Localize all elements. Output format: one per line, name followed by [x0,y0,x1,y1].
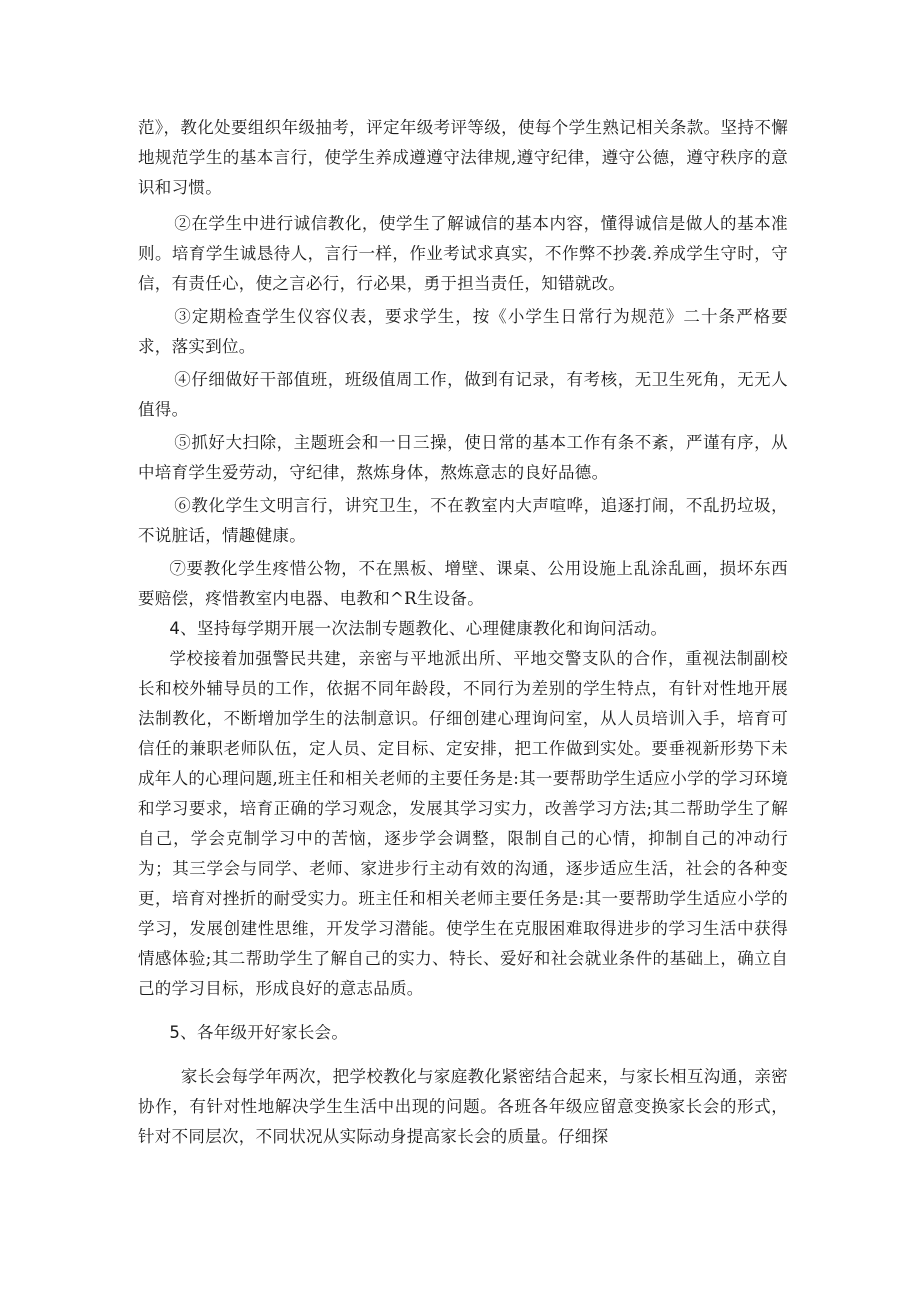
paragraph-item-2-integrity: ②在学生中进行诚信教化，使学生了解诚信的基本内容，懂得诚信是做人的基本准则。培育学生诚恳待人，言行一样，作业考试求真实，不作弊不抄袭.养成学生守时，守信，有责任心，使之言必行，行必果，勇于担当责任，知错就改。 [138,214,788,293]
paragraph-item-6-civility: ⑥教化学生文明言行，讲究卫生，不在教室内大声喧哗，追逐打闹，不乱扔垃圾，不说脏话，情趣健康。 [138,496,788,545]
section-heading-5-parent-meeting: 5、各年级开好家长会。 [169,1023,349,1042]
paragraph-legal-psychology: 学校接着加强警民共建，亲密与平地派出所、平地交警支队的合作，重视法制副校长和校外辅导员的工作，依据不同年龄段，不同行为差别的学生特点，有针对性地开展法制教化，不断增加学生的法制意识。仔细创建心理询问室，从人员培训入手，培育可信任的兼职老师队伍，定人员、定目标、定安排，把工作做到实处。要垂视新形势下未成年人的心理问题,班主任和相关老师的主要任务是:其一要帮助学生适应小学的学习环境和学习要求，培育正确的学习观念，发展其学习实力，改善学习方法;其二帮助学生了解自己，学会克制学习中的苦恼，逐步学会调整，限制自己的心情，抑制自己的冲动行为；其三学会与同学、老师、家进步行主动有效的沟通，逐步适应生活，社会的各种变更，培育对挫折的耐受实力。班主任和相关老师主要任务是:其一要帮助学生适应小学的学习，发展创建性思维，开发学习潜能。使学生在克服困难取得进步的学习生活中获得情感体验;其二帮助学生了解自己的实力、特长、爱好和社会就业条件的基础上，确立自己的学习目标，形成良好的意志品质。 [138,649,788,998]
section-heading-4-legal-education: 4、坚持每学期开展一次法制专题教化、心理健康教化和询问活动。 [169,619,668,638]
paragraph-item-5-cleaning: ⑤抓好大扫除，主题班会和一日三操，使日常的基本工作有条不紊，严谨有序，从中培育学生爱劳动，守纪律，熬炼身体，熬炼意志的良好品德。 [138,433,788,482]
paragraph-item-3-appearance: ③定期检查学生仪容仪表，要求学生，按《小学生日常行为规范》二十条严格要求，落实到位。 [138,307,788,356]
paragraph-item-7-property: ⑦要教化学生疼惜公物，不在黑板、增壁、课桌、公用设施上乱涂乱画，损坏东西要赔偿，疼惜教室内电器、电教和^R生设备。 [138,559,788,608]
document-body [138,113,788,1152]
paragraph-parent-meeting: 家长会每学年两次，把学校教化与家庭教化紧密结合起来，与家长相互沟通，亲密协作，有针对性地解决学生生活中出现的问题。各班各年级应留意变换家长会的形式，针对不同层次，不同状况从实际动身提高家长会的质量。仔细探 [138,1067,788,1146]
paragraph-item-4-duty: ④仔细做好干部值班，班级值周工作，做到有记录，有考核，无卫生死角，无无人值得。 [138,370,788,419]
paragraph-rules-continued: 范》，教化处要组织年级抽考，评定年级考评等级，使每个学生熟记相关条款。坚持不懈地规范学生的基本言行，使学生养成遵遵守法律规,遵守纪律，遵守公德，遵守秩序的意识和习惯。 [138,118,788,197]
